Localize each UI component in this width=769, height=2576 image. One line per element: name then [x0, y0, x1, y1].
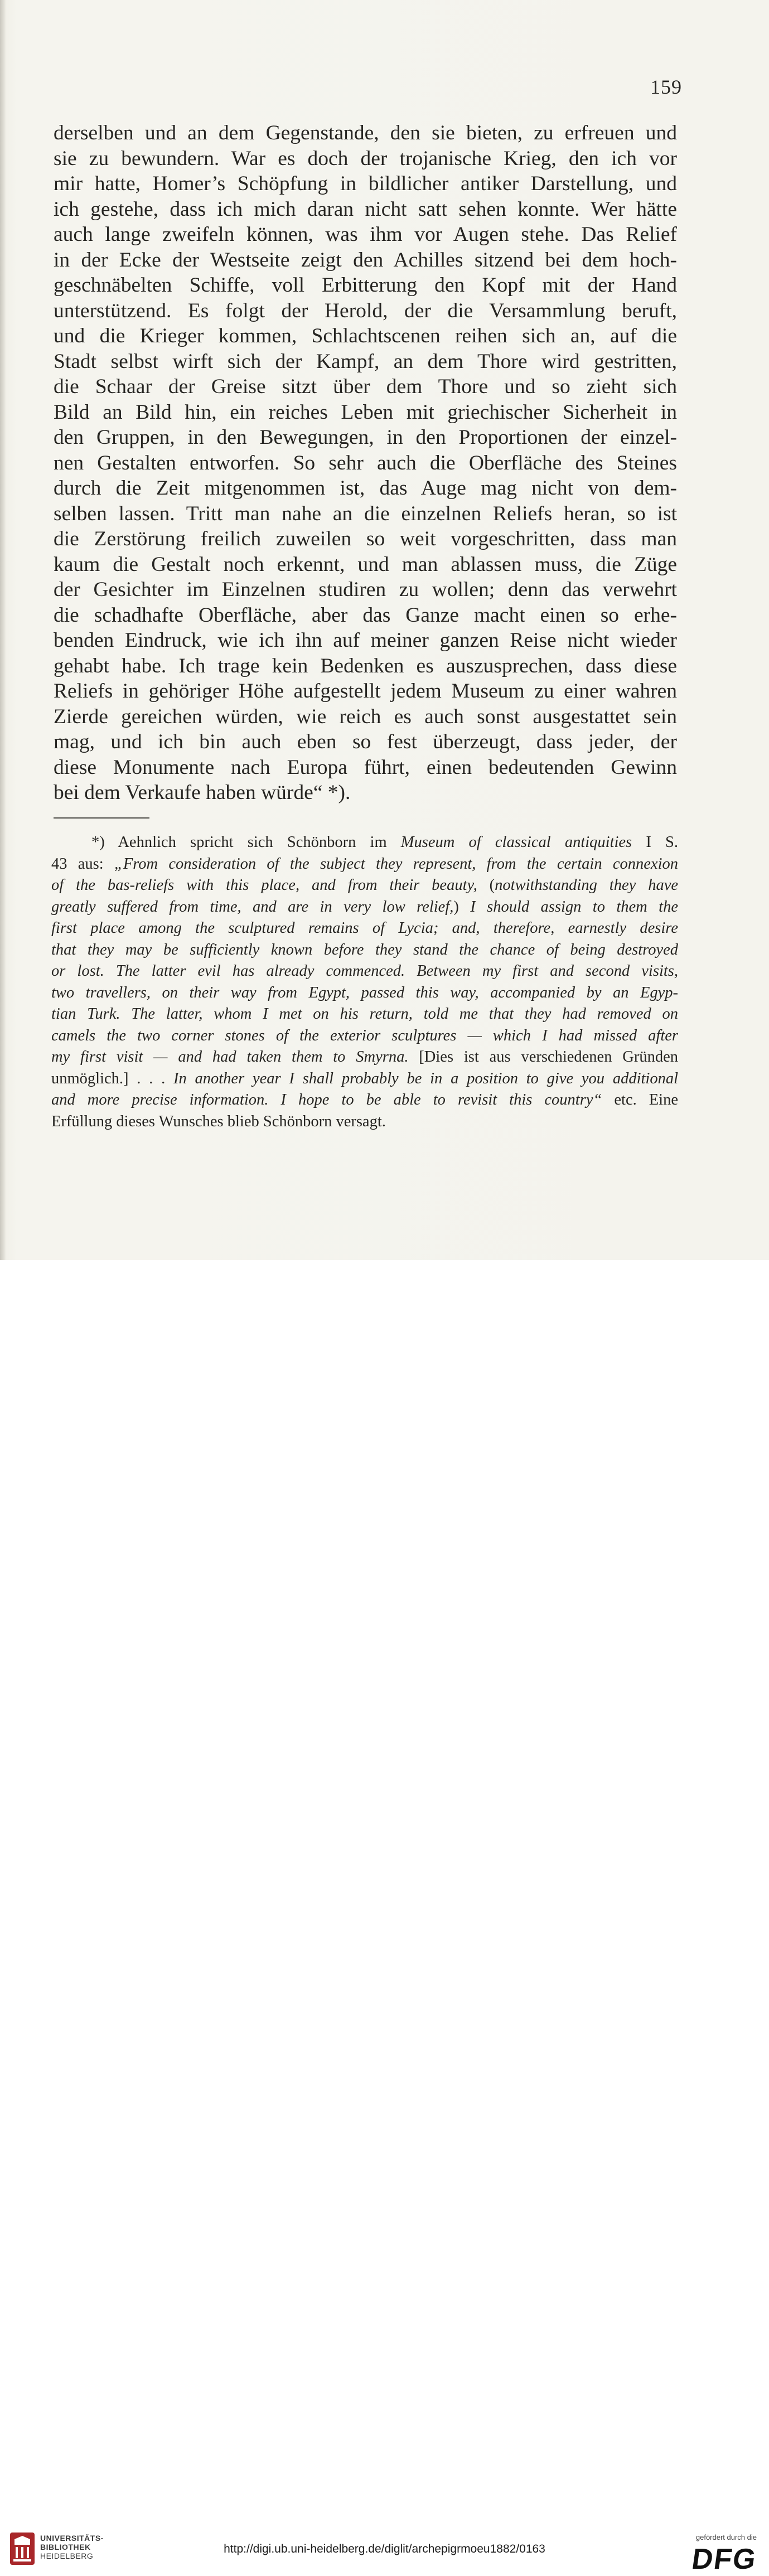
text-line: Stadt selbst wirft sich der Kampf, an dem Thore wird gestritten,	[54, 350, 677, 373]
footnote-line: my first visit — and had taken them to Smyrna. [Dies ist aus verschiedenen Gründen	[51, 1048, 678, 1066]
footnote-separator	[54, 817, 149, 819]
footnote-line: and more precise information. I hope to be able to revisit this country“ etc. Eine	[51, 1091, 679, 1108]
page-spine-shadow	[0, 0, 6, 1260]
scanned-page	[0, 0, 769, 1260]
text-line: Bild an Bild hin, ein reiches Leben mit griechischer Sicherheit in	[54, 400, 677, 424]
text-line: ich gestehe, dass ich mich daran nicht satt sehen konnte. Wer hätte	[54, 197, 677, 221]
dfg-logo: DFG	[690, 2543, 760, 2575]
text-line: unterstützend. Es folgt der Herold, der die Versammlung beruft,	[54, 299, 677, 322]
footnote-line: tian Turk. The latter, whom I met on his return, told me that they had removed on	[51, 1005, 678, 1023]
footnote-line: or lost. The latter evil has already commenced. Between my first and second visits,	[51, 962, 678, 980]
text-line: die Schaar der Greise sitzt über dem Thore und so zieht sich	[54, 375, 677, 398]
text-line: Zierde gereichen würden, wie reich es auch sonst ausgestattet sein	[54, 705, 677, 728]
footnote-line: greatly suffered from time, and are in very low relief,) I should assign to them the	[51, 898, 678, 916]
digitization-footer	[0, 1260, 769, 2575]
text-line: die Zerstörung freilich zuweilen so weit vorgeschritten, dass man	[54, 527, 677, 550]
text-line: die schadhafte Oberfläche, aber das Ganze macht einen so erhe-	[54, 603, 677, 627]
text-line: mag, und ich bin auch eben so fest überzeugt, dass jeder, der	[54, 730, 677, 753]
text-line: nen Gestalten entworfen. So sehr auch die Oberfläche des Steines	[54, 451, 677, 474]
text-line: durch die Zeit mitgenommen ist, das Auge mag nicht von dem-	[54, 477, 677, 500]
text-line: gehabt habe. Ich trage kein Bedenken es auszusprechen, dass diese	[54, 654, 677, 677]
permalink-url[interactable]: http://digi.ub.uni-heidelberg.de/diglit/archepigrmoeu1882/0163	[224, 2543, 545, 2555]
text-line: den Gruppen, in den Bewegungen, in den Proportionen der einzel-	[54, 426, 677, 449]
body-text	[54, 120, 677, 806]
funding-label: gefördert durch die	[695, 2533, 757, 2541]
text-line: kaum die Gestalt noch erkennt, und man ablassen muss, die Züge	[54, 553, 677, 576]
footnote-line: camels the two corner stones of the exterior sculptures — which I had missed after	[51, 1026, 678, 1044]
text-line: geschnäbelten Schiffe, voll Erbitterung den Kopf mit der Hand	[54, 274, 677, 297]
footnote-line: of the bas-reliefs with this place, and from their beauty, (notwithstanding they have	[51, 877, 678, 894]
text-line: mir hatte, Homer’s Schöpfung in bildlicher antiker Darstellung, und	[54, 172, 677, 195]
text-line: benden Eindruck, wie ich ihn auf meiner ganzen Reise nicht wieder	[54, 629, 677, 652]
text-line: in der Ecke der Westseite zeigt den Achilles sitzend bei dem hoch-	[54, 248, 677, 272]
footnote-line: *) Aehnlich spricht sich Schönborn im Museum of classical antiquities I S.	[91, 834, 678, 851]
text-line: derselben und an dem Gegenstande, den sie bieten, zu erfreuen und	[54, 122, 677, 144]
footnote-line: Erfüllung dieses Wunsches blieb Schönborn versagt.	[51, 1112, 386, 1130]
text-line: Reliefs in gehöriger Höhe aufgestellt jedem Museum zu einer wahren	[54, 680, 677, 703]
footnote-line: first place among the sculptured remains of Lycia; and, therefore, earnestly desire	[51, 919, 678, 937]
text-line: der Gesichter im Einzelnen studiren zu wollen; denn das verwehrt	[54, 578, 677, 601]
footnote-line: two travellers, on their way from Egypt, passed this way, accompanied by an Egyp-	[51, 984, 678, 1001]
page-number: 159	[650, 76, 682, 98]
text-line: sie zu bewundern. War es doch der trojanische Krieg, den ich vor	[54, 147, 677, 170]
footnote-line: unmöglich.] . . . In another year I shall probably be in a position to give you additional	[51, 1069, 678, 1087]
footnote-line: that they may be sufficiently known before they stand the chance of being destroyed	[51, 941, 678, 958]
text-line: selben lassen. Tritt man nahe an die einzelnen Reliefs heran, so ist	[54, 502, 677, 525]
library-name-line: UNIVERSITÄTS-	[40, 2534, 104, 2543]
text-line: auch lange zweifeln können, was ihm vor Augen stehe. Das Relief	[54, 223, 677, 246]
text-line: und die Krieger kommen, Schlachtscenen reihen sich an, auf die	[54, 325, 677, 347]
footnote	[51, 832, 678, 1132]
library-name-line: HEIDELBERG	[40, 2551, 94, 2560]
text-line: bei dem Verkaufe haben würde“ *).	[54, 781, 351, 804]
text-line: diese Monumente nach Europa führt, einen bedeutenden Gewinn	[54, 756, 677, 779]
library-name-line: BIBLIOTHEK	[40, 2543, 91, 2551]
footnote-line: 43 aus: „From consideration of the subject they represent, from the certain connexion	[51, 855, 678, 873]
